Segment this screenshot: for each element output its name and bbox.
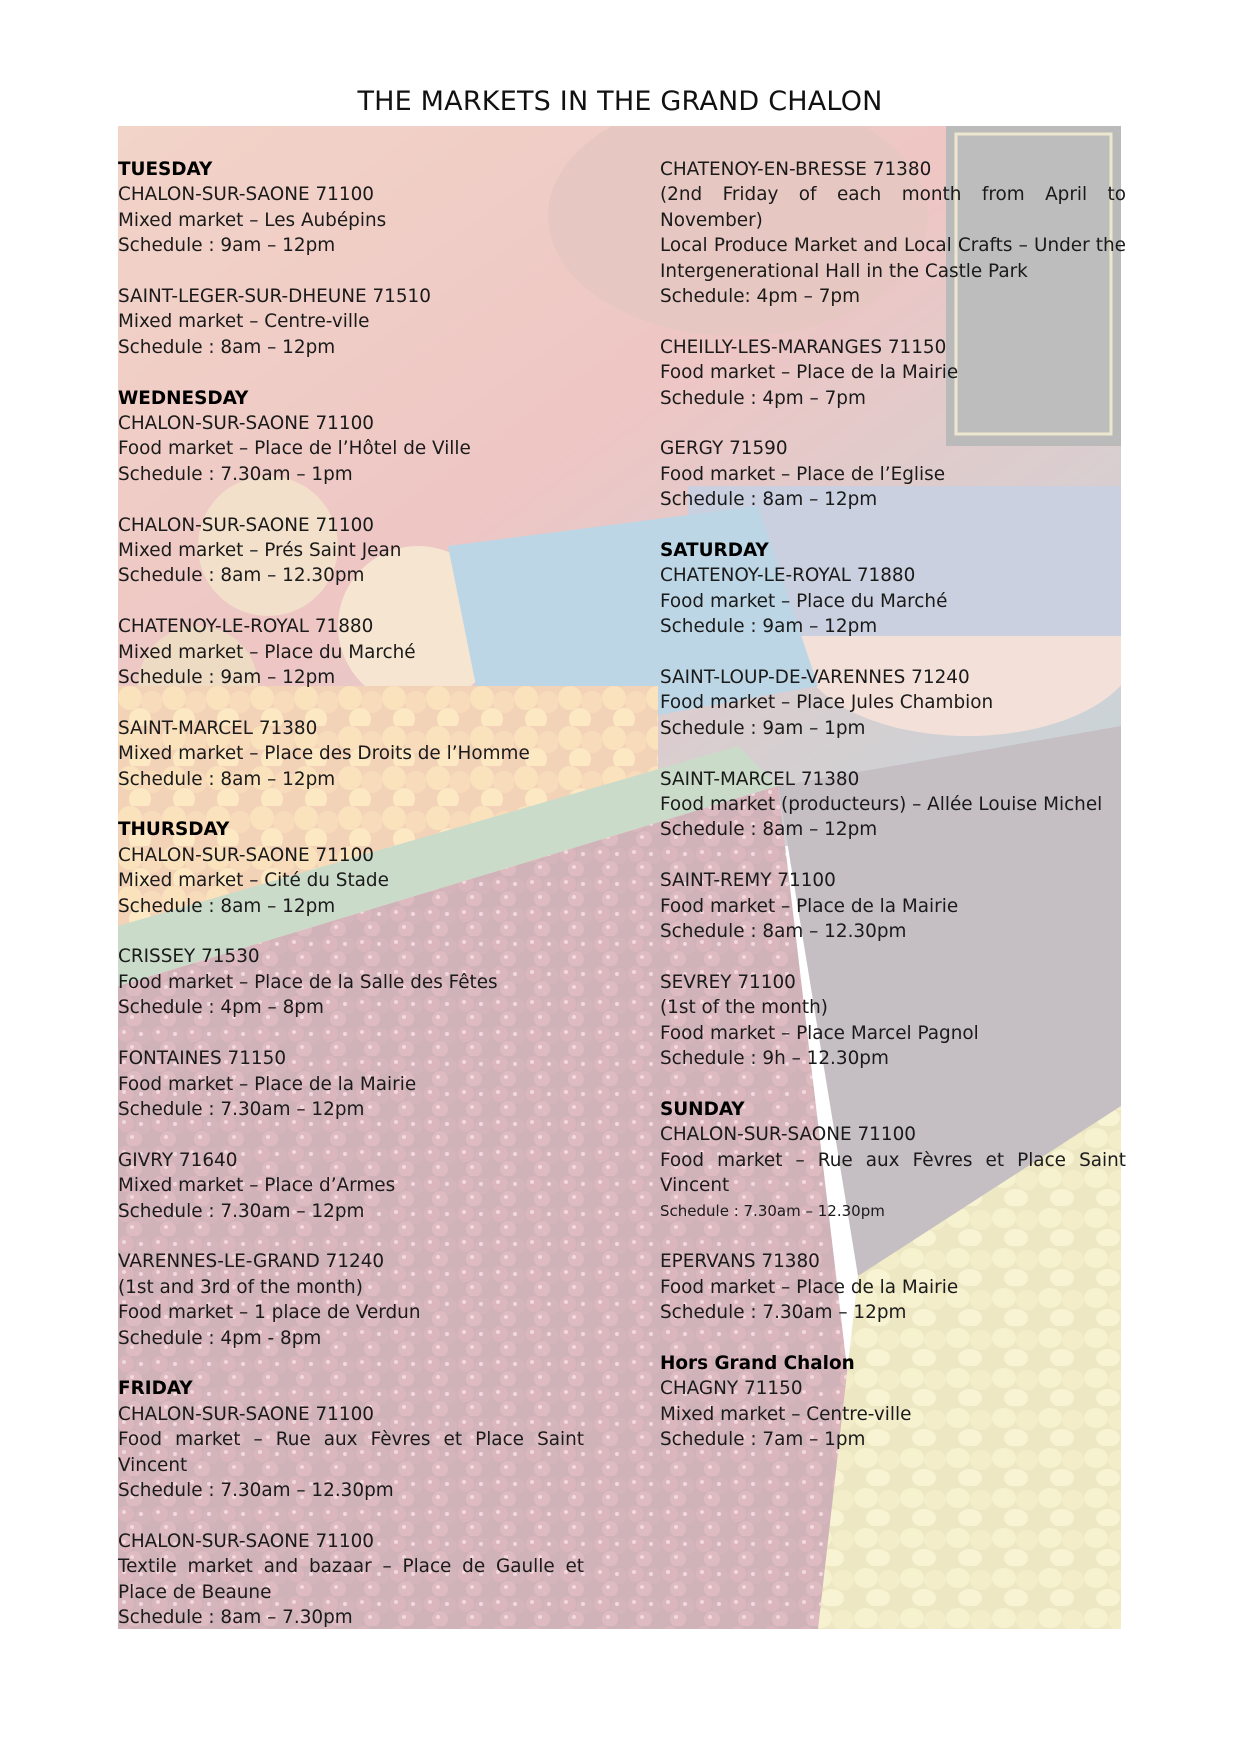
right-column xyxy=(660,157,1126,1478)
market-description: Food market – Place de l’Hôtel de Ville xyxy=(118,438,471,460)
market-town: SAINT-LOUP-DE-VARENNES 71240 xyxy=(660,667,970,689)
market-entry xyxy=(660,436,1126,512)
market-description: Mixed market – Cité du Stade xyxy=(118,870,389,892)
market-town: CHALON-SUR-SAONE 71100 xyxy=(118,844,374,866)
market-entry xyxy=(118,1376,584,1503)
market-schedule: Schedule : 9am – 12pm xyxy=(660,616,878,638)
market-schedule: Schedule : 8am – 12.30pm xyxy=(118,565,365,587)
day-heading: SUNDAY xyxy=(660,1098,745,1120)
market-description: Food market – Place de la Mairie xyxy=(660,1276,959,1298)
market-town: CHALON-SUR-SAONE 71100 xyxy=(660,1124,916,1146)
market-town: EPERVANS 71380 xyxy=(660,1251,820,1273)
market-schedule: Schedule : 7.30am – 1pm xyxy=(118,463,353,485)
market-schedule: Schedule : 7.30am – 12.30pm xyxy=(118,1479,394,1501)
market-town: CHATENOY-EN-BRESSE 71380 xyxy=(660,159,932,180)
market-description: Food market – Place de la Mairie xyxy=(660,362,959,384)
market-description: Food market – Place du Marché xyxy=(660,590,948,612)
day-heading: WEDNESDAY xyxy=(118,387,249,409)
market-schedule: Schedule : 9am – 12pm xyxy=(118,667,336,689)
market-description: Food market – Rue aux Fèvres et Place Saint Vincent xyxy=(118,1429,584,1476)
market-town: CRISSEY 71530 xyxy=(118,946,260,968)
market-town: CHEILLY-LES-MARANGES 71150 xyxy=(660,336,947,358)
market-entry xyxy=(118,386,584,488)
market-description: Textile market and bazaar – Place de Gaulle et Place de Beaune xyxy=(118,1556,584,1603)
market-description: Food market – Place de la Mairie xyxy=(660,895,959,917)
page-title: THE MARKETS IN THE GRAND CHALON xyxy=(357,86,883,117)
market-entry xyxy=(660,1249,1126,1325)
market-description: Food market – Place Jules Chambion xyxy=(660,692,994,714)
market-town: FONTAINES 71150 xyxy=(118,1048,287,1070)
market-entry xyxy=(660,335,1126,411)
market-town: CHALON-SUR-SAONE 71100 xyxy=(118,1530,374,1552)
market-description: Mixed market – Les Aubépins xyxy=(118,209,387,231)
market-description: Mixed market – Centre-ville xyxy=(660,1403,912,1425)
market-description: Food market – 1 place de Verdun xyxy=(118,1302,421,1324)
market-description: Food market – Place de la Mairie xyxy=(118,1073,417,1095)
day-heading: FRIDAY xyxy=(118,1378,193,1400)
market-town: SAINT-MARCEL 71380 xyxy=(118,717,318,739)
market-schedule: Schedule : 8am – 12pm xyxy=(118,768,336,790)
market-schedule: Schedule : 7.30am – 12pm xyxy=(118,1098,365,1120)
market-description: Food market – Place Marcel Pagnol xyxy=(660,1022,979,1044)
market-note: (1st and 3rd of the month) xyxy=(118,1276,363,1298)
market-schedule: Schedule : 9h – 12.30pm xyxy=(660,1048,889,1070)
market-entry xyxy=(118,1046,584,1122)
market-schedule: Schedule: 4pm – 7pm xyxy=(660,286,861,308)
day-heading: Hors Grand Chalon xyxy=(660,1352,855,1374)
market-town: SAINT-MARCEL 71380 xyxy=(660,768,860,790)
day-heading: SATURDAY xyxy=(660,540,769,562)
market-description: Local Produce Market and Local Crafts – Under the Intergenerational Hall in the Castle Park xyxy=(660,235,1126,282)
market-description: Mixed market – Centre-ville xyxy=(118,311,370,333)
market-entry xyxy=(660,970,1126,1072)
market-town: SEVREY 71100 xyxy=(660,971,796,993)
market-schedule: Schedule : 4pm – 8pm xyxy=(118,997,324,1019)
market-schedule: Schedule : 7.30am – 12pm xyxy=(660,1302,907,1324)
day-heading: TUESDAY xyxy=(118,159,213,180)
market-note: (2nd Friday of each month from April to November) xyxy=(660,184,1126,231)
market-entry xyxy=(118,1148,584,1224)
market-town: VARENNES-LE-GRAND 71240 xyxy=(118,1251,385,1273)
market-town: SAINT-LEGER-SUR-DHEUNE 71510 xyxy=(118,286,431,308)
market-schedule: Schedule : 9am – 1pm xyxy=(660,717,866,739)
market-entry xyxy=(660,665,1126,741)
market-description: Food market – Rue aux Fèvres et Place Saint Vincent xyxy=(660,1149,1126,1197)
market-town: GIVRY 71640 xyxy=(118,1149,238,1171)
market-description: Food market – Place de l’Eglise xyxy=(660,463,946,485)
left-column xyxy=(118,157,584,1656)
market-entry xyxy=(660,538,1126,640)
market-description: Mixed market – Place d’Armes xyxy=(118,1175,396,1197)
market-town: CHALON-SUR-SAONE 71100 xyxy=(118,1403,374,1425)
market-schedule: Schedule : 9am – 12pm xyxy=(118,235,336,257)
market-description: Mixed market – Prés Saint Jean xyxy=(118,540,402,562)
market-entry xyxy=(118,284,584,360)
market-town: CHATENOY-LE-ROYAL 71880 xyxy=(118,616,374,638)
market-schedule: Schedule : 7.30am – 12pm xyxy=(118,1200,365,1222)
market-schedule: Schedule : 4pm – 7pm xyxy=(660,387,866,409)
market-schedule: Schedule : 7am – 1pm xyxy=(660,1429,866,1451)
market-town: GERGY 71590 xyxy=(660,438,788,460)
market-note: (1st of the month) xyxy=(660,997,828,1019)
market-entry xyxy=(118,817,584,919)
market-entry xyxy=(660,157,1126,309)
market-schedule: Schedule : 8am – 12pm xyxy=(660,819,878,841)
market-schedule: Schedule : 8am – 12pm xyxy=(118,895,336,917)
market-town: CHALON-SUR-SAONE 71100 xyxy=(118,514,374,536)
day-heading: THURSDAY xyxy=(118,819,230,841)
market-entry xyxy=(118,513,584,589)
market-entry xyxy=(118,944,584,1020)
market-description: Food market – Place de la Salle des Fêtes xyxy=(118,971,498,993)
market-town: SAINT-REMY 71100 xyxy=(660,870,836,892)
market-town: CHALON-SUR-SAONE 71100 xyxy=(118,184,374,206)
market-schedule: Schedule : 8am – 12pm xyxy=(660,489,878,511)
market-schedule: Schedule : 8am – 12pm xyxy=(118,336,336,358)
market-description: Mixed market – Place du Marché xyxy=(118,641,416,663)
market-entry xyxy=(118,1249,584,1351)
market-entry xyxy=(118,716,584,792)
market-town: CHATENOY-LE-ROYAL 71880 xyxy=(660,565,916,587)
market-description: Food market (producteurs) – Allée Louise Michel xyxy=(660,794,1103,816)
market-entry xyxy=(118,157,584,259)
market-schedule: Schedule : 8am – 12.30pm xyxy=(660,921,907,943)
market-entry xyxy=(118,1529,584,1631)
market-entry xyxy=(660,1351,1126,1453)
market-entry xyxy=(660,767,1126,843)
market-town: CHALON-SUR-SAONE 71100 xyxy=(118,413,374,435)
market-schedule: Schedule : 7.30am – 12.30pm xyxy=(660,1201,885,1220)
market-entry xyxy=(660,1097,1126,1224)
market-town: CHAGNY 71150 xyxy=(660,1378,803,1400)
market-schedule: Schedule : 4pm - 8pm xyxy=(118,1327,322,1349)
market-description: Mixed market – Place des Droits de l’Homme xyxy=(118,743,530,765)
market-schedule: Schedule : 8am – 7.30pm xyxy=(118,1606,353,1628)
market-entry xyxy=(660,868,1126,944)
market-entry xyxy=(118,614,584,690)
